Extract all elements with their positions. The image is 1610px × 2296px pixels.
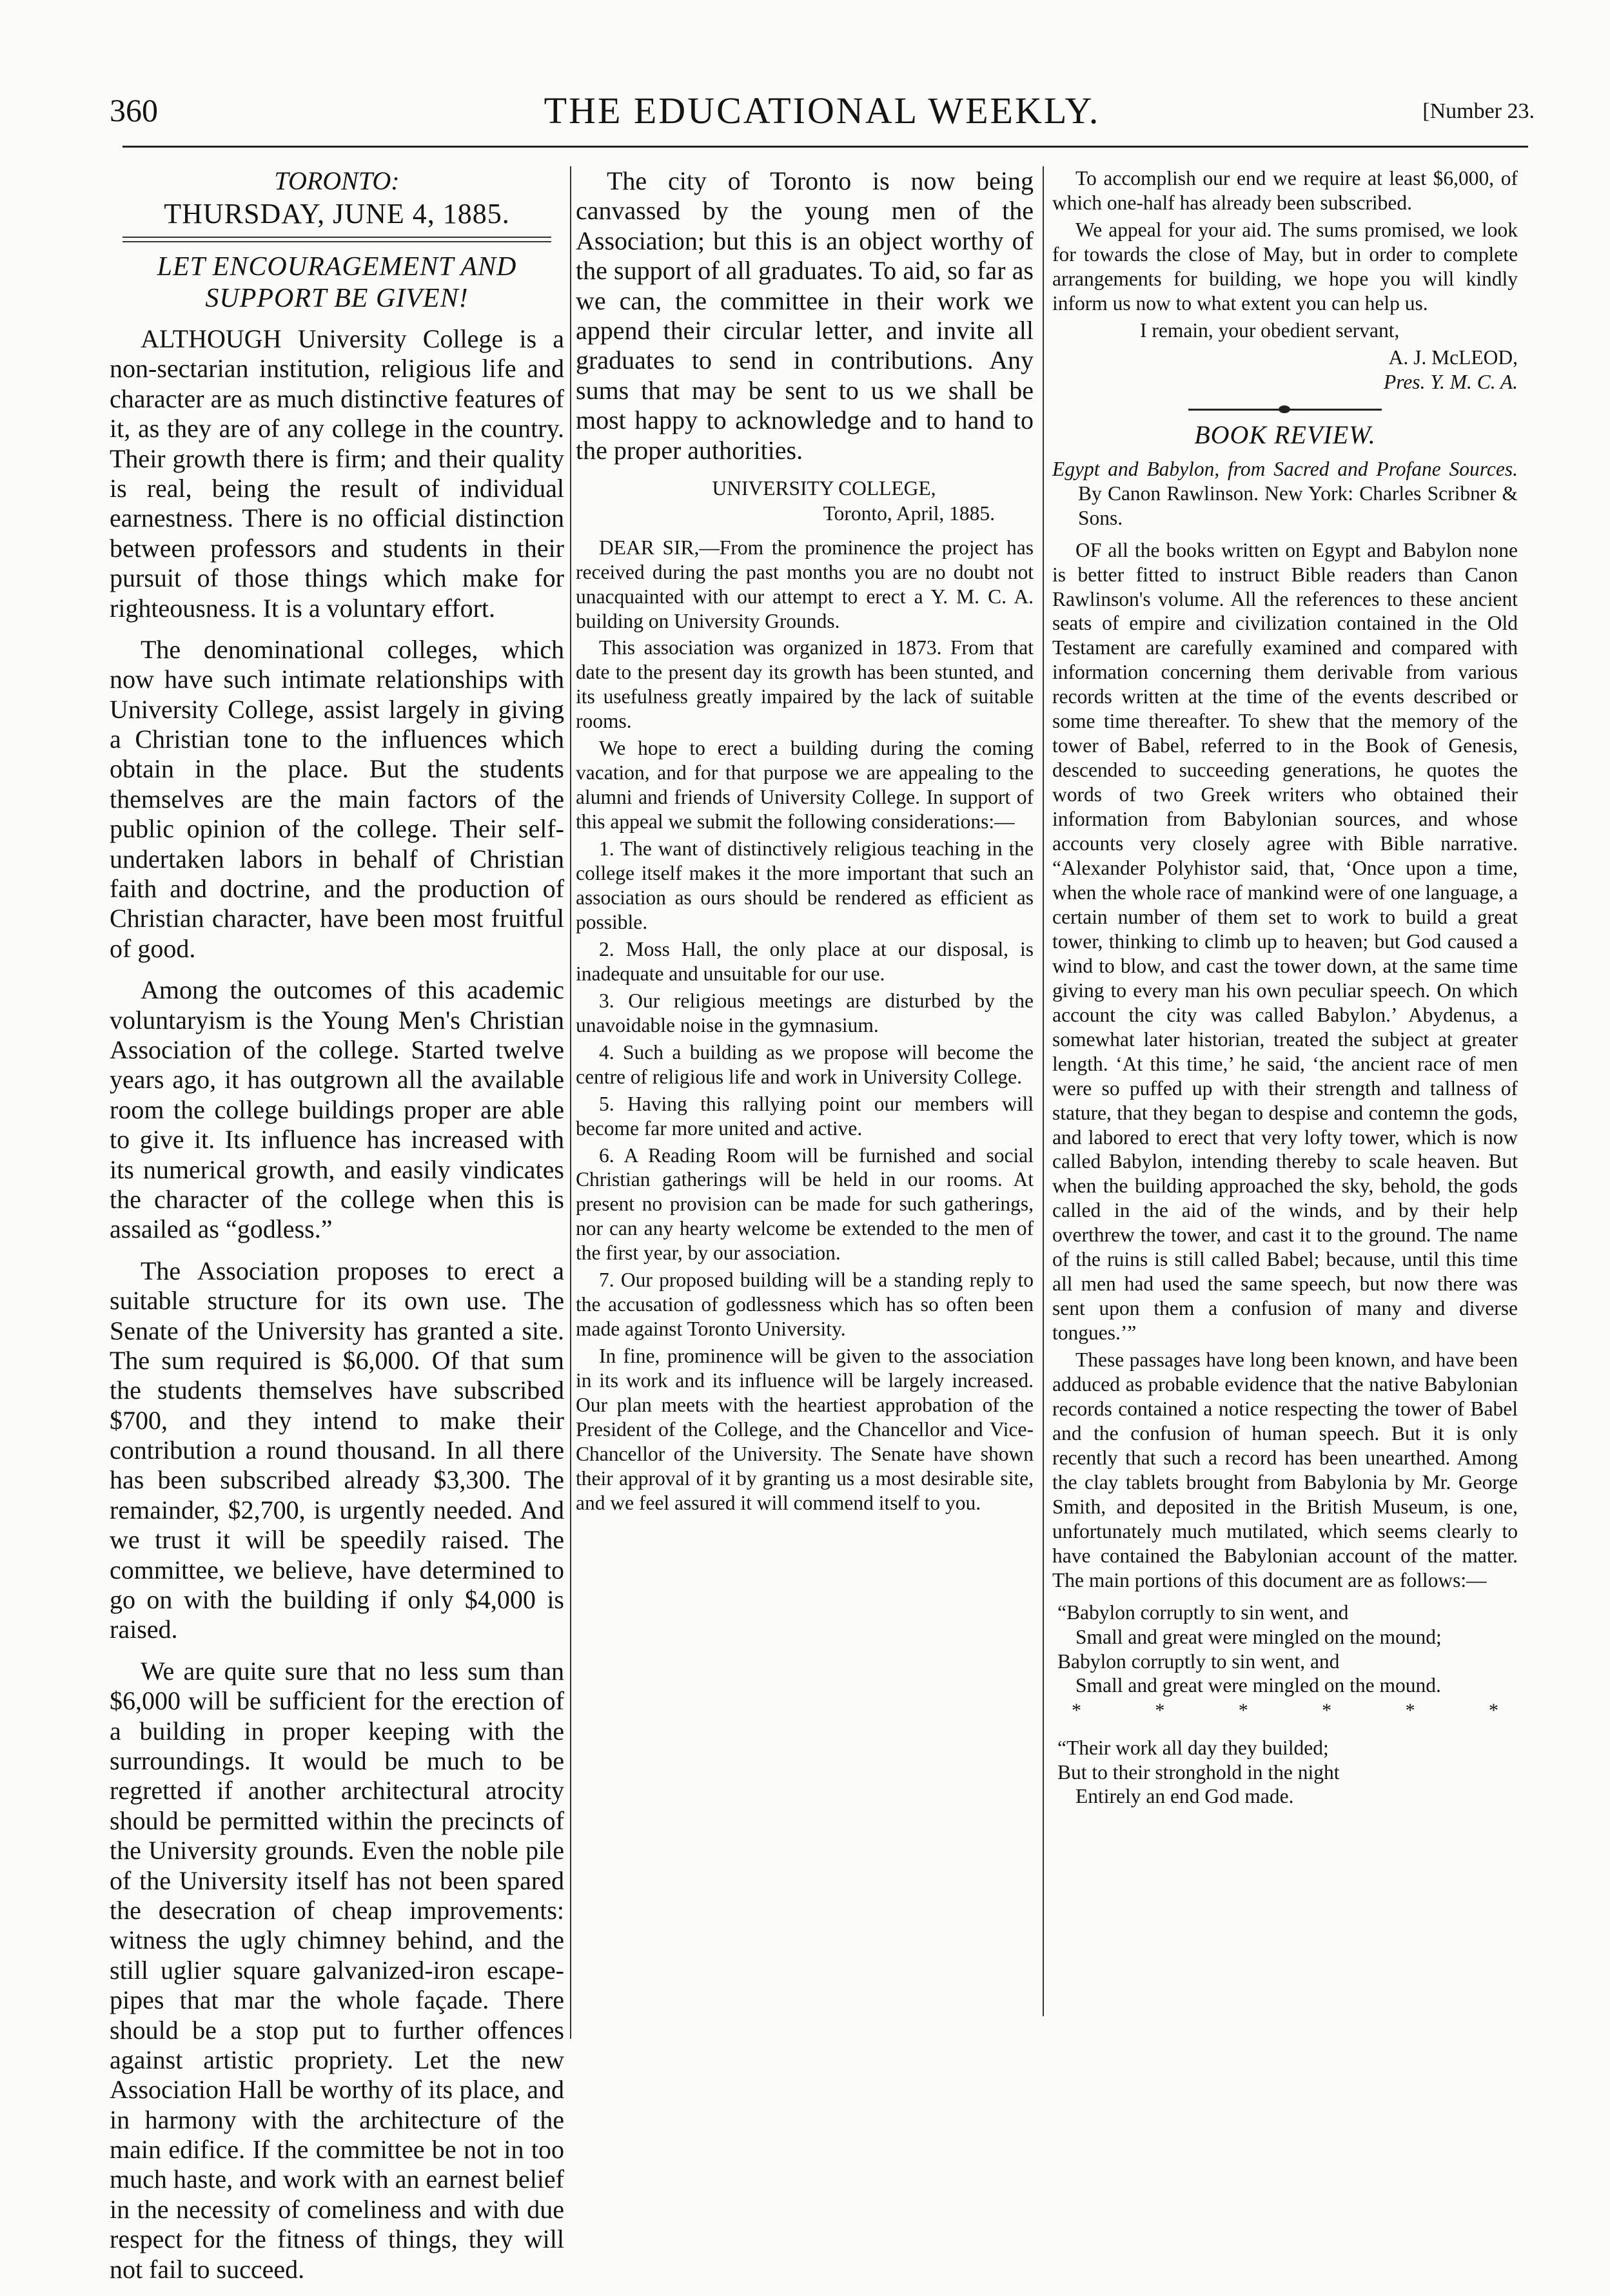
editorial-paragraph: The city of Toronto is now being canvassed by the young men of the Association; but this is an object worthy of the support of all graduates. To aid, so far as we can, the committee in their work we append their circular letter, and invite all graduates to send in contributions. Any sums that may be sent to us we shall be most happy to acknowledge and to hand to the proper authorities. bbox=[576, 166, 1034, 465]
column-divider bbox=[570, 166, 571, 2039]
dateline-date: THURSDAY, JUNE 4, 1885. bbox=[164, 198, 510, 230]
star: * bbox=[1322, 1700, 1332, 1722]
page-number: 360 bbox=[110, 92, 158, 128]
column-divider bbox=[1043, 166, 1044, 2016]
column-3 bbox=[1052, 166, 1518, 1809]
letter-paragraph: We hope to erect a building during the coming vacation, and for that purpose we are appealing to the alumni and friends of University College. In support of this appeal we submit the following considerations:— bbox=[576, 737, 1034, 833]
letter-closing: I remain, your obedient servant, bbox=[1140, 318, 1400, 342]
letter-paragraph: 3. Our religious meetings are disturbed by the unavoidable noise in the gymnasium. bbox=[576, 989, 1034, 1036]
star: * bbox=[1072, 1700, 1081, 1722]
elision-stars bbox=[1052, 1698, 1518, 1727]
letter-paragraph: We appeal for your aid. The sums promised, we look for towards the close of May, but in order to complete arrangements for building, we hope you will kindly inform us now to what extent you can help us. bbox=[1052, 218, 1518, 315]
column-1 bbox=[110, 166, 564, 2296]
star: * bbox=[1488, 1700, 1498, 1722]
editorial-paragraph: We are quite sure that no less sum than $6,000 will be sufficient for the erection of a building in proper keeping with the surroundings. It would be much to be regretted if another architectural atrocity should be permitted within the precincts of the University grounds. Even the noble pile of the University itself has not been spared the desecration of cheap improvements: witness the ugly chimney behind, and the still uglier square galvanized-iron escape-pipes that mar the whole façade. There should be a stop put to further offences against artistic propriety. Let the new Association Hall be worthy of its place, and in harmony with the architecture of the main edifice. If the committee be not in too much haste, and work with an earnest belief in the necessity of comeliness and with due respect for the fitness of things, they will not fail to succeed. bbox=[110, 1656, 564, 2284]
circular-letter bbox=[576, 476, 1034, 1515]
journal-title: THE EDUCATIONAL WEEKLY. bbox=[544, 90, 1101, 131]
section-rule bbox=[123, 237, 551, 242]
book-title: Egypt and Babylon, from Sacred and Profane Sources. bbox=[1052, 457, 1518, 480]
verse-line: “Their work all day they builded; bbox=[1057, 1736, 1329, 1759]
letter-paragraph: 1. The want of distinctively religious teaching in the college itself makes it the more important that such an association as ours should be rendered as efficient as possible. bbox=[576, 837, 1034, 933]
letter-signature: A. J. McLEOD, bbox=[1388, 345, 1518, 369]
issue-number: [Number 23. bbox=[1422, 99, 1535, 123]
letter-paragraph: 5. Having this rallying point our members will become far more united and active. bbox=[576, 1092, 1034, 1140]
verse-line: Babylon corruptly to sin went, and bbox=[1057, 1649, 1340, 1673]
editorial-paragraph: The denominational colleges, which now have such intimate relationships with University College, assist largely in giving a Christian tone to the influences which obtain in the place. But the students themselves are the main factors of the public opinion of the college. Their self-undertaken labors in behalf of Christian faith and doctrine, and the production of Christian character, have been most fruitful of good. bbox=[110, 634, 564, 963]
editorial-title-line: LET ENCOURAGEMENT AND bbox=[157, 252, 517, 282]
editorial-paragraph: Among the outcomes of this academic voluntaryism is the Young Men's Christian Association of the college. Started twelve years ago, it has outgrown all the available room the college buildings proper are able to give it. Its influence has increased with its numerical growth, and easily vindicates the character of the college when this is assailed as “godless.” bbox=[110, 975, 564, 1244]
letter-paragraph: DEAR SIR,—From the prominence the project has received during the past months you are no doubt not unacquainted with our attempt to erect a Y. M. C. A. building on University Grounds. bbox=[576, 536, 1034, 632]
letter-paragraph: This association was organized in 1873. From that date to the present day its growth has been stunted, and its usefulness greatly impaired by the lack of suitable rooms. bbox=[576, 636, 1034, 733]
editorial-title-line: SUPPORT BE GIVEN! bbox=[205, 283, 469, 313]
letter-heading-date: Toronto, April, 1885. bbox=[823, 502, 995, 525]
letter-paragraph: 2. Moss Hall, the only place at our disposal, is inadequate and unsuitable for our use. bbox=[576, 937, 1034, 985]
letter-paragraph: 4. Such a building as we propose will become the centre of religious life and work in University College. bbox=[576, 1040, 1034, 1088]
verse-line: Entirely an end God made. bbox=[1075, 1785, 1294, 1808]
dateline-city: TORONTO: bbox=[274, 166, 400, 195]
masthead bbox=[110, 89, 1535, 141]
review-section-title: BOOK REVIEW. bbox=[1194, 420, 1376, 449]
ornament-rule bbox=[1188, 409, 1382, 411]
verse-block bbox=[1057, 1736, 1518, 1809]
letter-paragraph: In fine, prominence will be given to the association in its work and its influence will be largely increased. Our plan meets with the heartiest approbation of the President of the College, and the Chancellor and Vice-Chancellor of the University. The Senate have shown their approval of it by granting us a most desirable site, and we feel assured it will commend itself to you. bbox=[576, 1345, 1034, 1514]
letter-signature-title: Pres. Y. M. C. A. bbox=[1384, 370, 1518, 393]
editorial-paragraph: The Association proposes to erect a suitable structure for its own use. The Senate of the University has granted a site. The sum required is $6,000. Of that sum the students themselves have subscribed $700, and they intend to make their contribution a round thousand. In all there has been subscribed already $3,300. The remainder, $2,700, is urgently needed. And we trust it will be speedily raised. The committee, we believe, have determined to go on with the building if only $4,000 is raised. bbox=[110, 1256, 564, 1644]
letter-heading-place: UNIVERSITY COLLEGE, bbox=[712, 476, 936, 500]
star: * bbox=[1155, 1700, 1165, 1722]
verse-block bbox=[1057, 1600, 1518, 1698]
letter-paragraph: To accomplish our end we require at least $6,000, of which one-half has already been subscribed. bbox=[1052, 167, 1518, 214]
review-paragraph: These passages have long been known, and have been adduced as probable evidence that the native Babylonian records contained a notice respecting the tower of Babel and the confusion of human speech. But it is only recently that such a record has been unearthed. Among the clay tablets brought from Babylonia by Mr. George Smith, and deposited in the British Museum, is one, unfortunately much mutilated, which seems clearly to have contained the Babylonian account of the matter. The main portions of this document are as follows:— bbox=[1052, 1348, 1518, 1591]
verse-line: But to their stronghold in the night bbox=[1057, 1760, 1340, 1784]
review-paragraph: OF all the books written on Egypt and Babylon none is better fitted to instruct Bible readers than Canon Rawlinson's volume. All the references to these ancient seats of empire and civilization contained in the Old Testament are carefully examined and compared with information concerning them derivable from various records written at the time of the events described or some time thereafter. To shew that the memory of the tower of Babel, referred to in the Book of Genesis, descended to succeeding generations, he quotes the words of two Greek writers who obtained their information from Babylonian sources, and whose accounts very closely agree with Bible narrative. “Alexander Polyhistor said, that, ‘Once upon a time, when the whole race of mankind were of one language, a certain number of them set to work to build a great tower, thinking to climb up to heaven; but God caused a wind to blow, and cast the tower down, at the same time giving to every man his own peculiar speech. On which account the city was called Babylon.’ Abydenus, a somewhat later historian, treated the subject at greater length. ‘At this time,’ he said, ‘the ancient race of men were so puffed up with their strength and tallness of stature, that they began to despise and contemn the gods, and labored to erect that very lofty tower, which is now called Babylon, intending thereby to scale heaven. But when the building approached the sky, behold, the gods called in the aid of the winds, and by their help overthrew the tower, and cast it to the ground. The name of the ruins is still called Babel; because, until this time all men had used the same speech, but now there was sent upon them a confusion of many and diverse tongues.’” bbox=[1052, 538, 1518, 1345]
book-details: By Canon Rawlinson. New York: Charles Scribner & Sons. bbox=[1078, 482, 1518, 529]
letter-paragraph: 7. Our proposed building will be a standing reply to the accusation of godlessness which has so often been made against Toronto University. bbox=[576, 1269, 1034, 1341]
masthead-rule bbox=[123, 146, 1528, 148]
star: * bbox=[1238, 1700, 1248, 1722]
verse-line: Small and great were mingled on the mound. bbox=[1075, 1674, 1441, 1697]
verse-line: “Babylon corruptly to sin went, and bbox=[1057, 1600, 1349, 1624]
star: * bbox=[1405, 1700, 1415, 1722]
editorial-title bbox=[110, 251, 564, 314]
letter-heading bbox=[576, 476, 995, 527]
review-citation bbox=[1052, 457, 1518, 530]
letter-paragraph: 6. A Reading Room will be furnished and social Christian gatherings will be held in our rooms. At present no provision can be made for such gatherings, nor can any hearty welcome be extended to the men of the first year, by our association. bbox=[576, 1143, 1034, 1265]
verse-line: Small and great were mingled on the mound; bbox=[1075, 1625, 1442, 1648]
column-2 bbox=[576, 166, 1034, 1518]
editorial-paragraph: ALTHOUGH University College is a non-sectarian institution, religious life and character are as much distinctive features of it, as they are of any college in the country. Their growth there is firm; and their quality is real, being the result of individual earnestness. There is no official distinction between professors and students in their pursuit of those things which make for righteousness. It is a voluntary effort. bbox=[110, 324, 564, 623]
